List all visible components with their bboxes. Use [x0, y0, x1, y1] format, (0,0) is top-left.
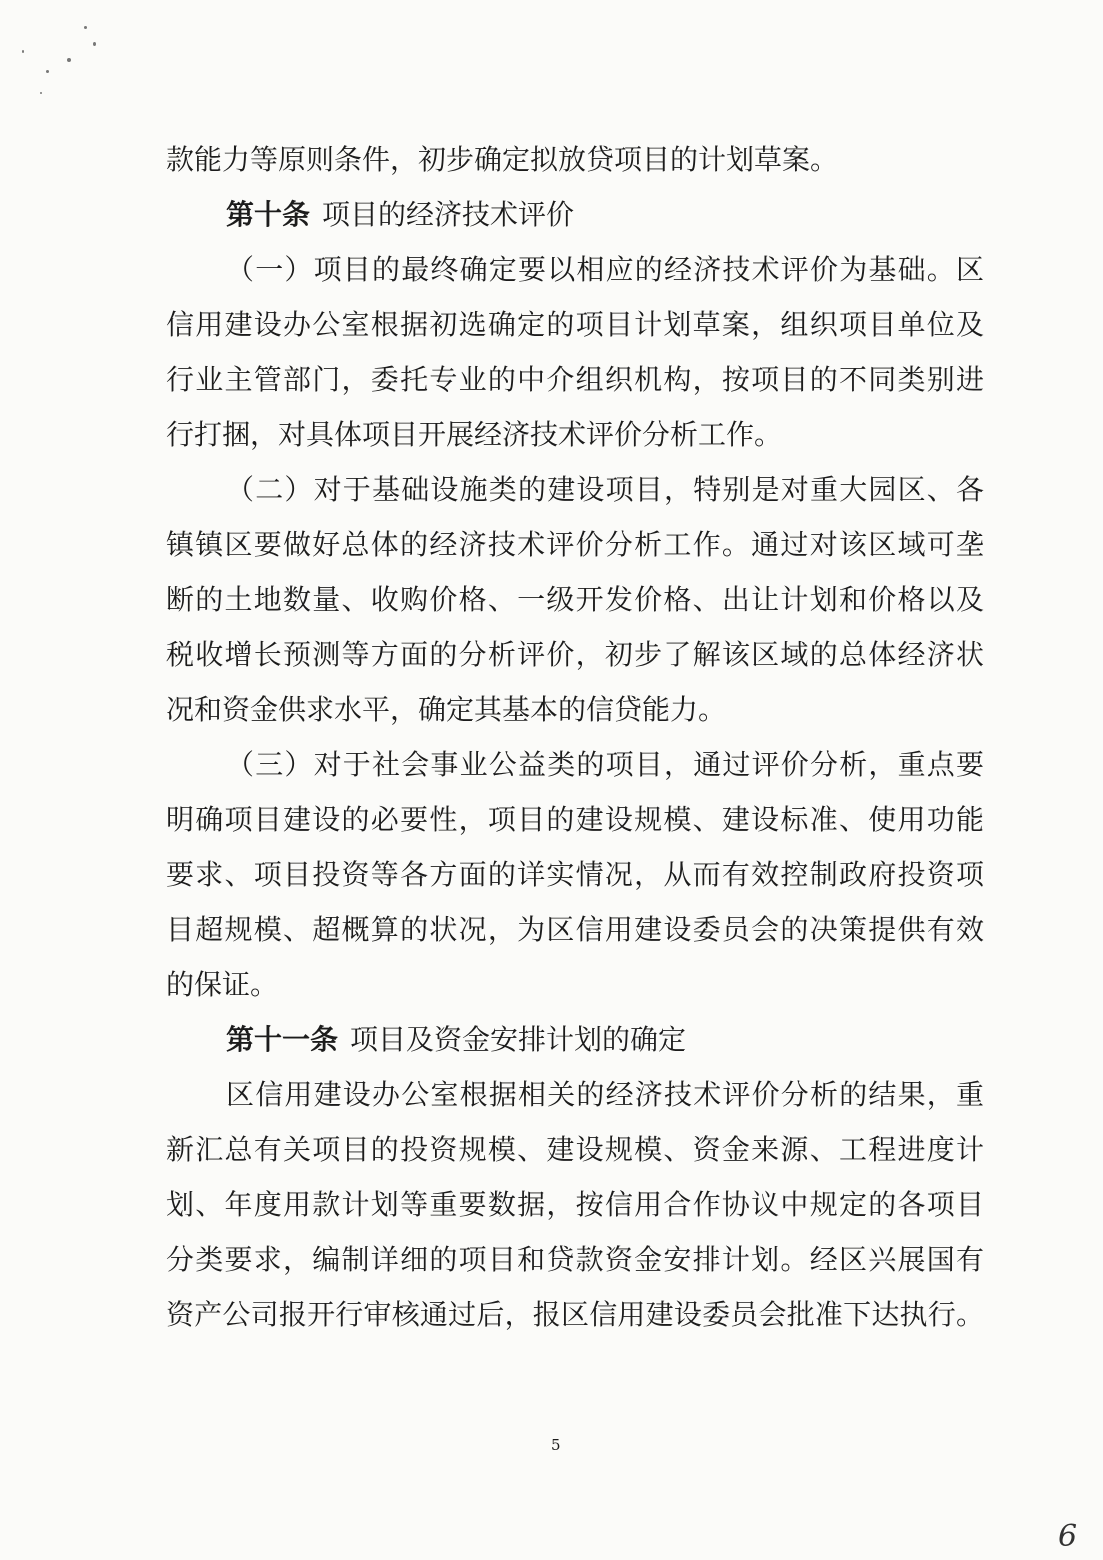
- paragraph-line: 行打捆，对具体项目开展经济技术评价分析工作。: [166, 418, 783, 451]
- article-title: 项目及资金安排计划的确定: [350, 1023, 687, 1056]
- handwritten-page-annotation: 6: [1058, 1519, 1078, 1554]
- paragraph-line: 分类要求，编制详细的项目和贷款资金安排计划。经区兴展国有: [166, 1243, 984, 1276]
- scan-speck: [67, 58, 71, 62]
- paragraph-line: 目超规模、超概算的状况，为区信用建设委员会的决策提供有效: [166, 913, 984, 946]
- paragraph-line: 的保证。: [166, 968, 279, 1001]
- paragraph-line: 款能力等原则条件，初步确定拟放贷项目的计划草案。: [166, 143, 839, 176]
- paragraph-line: 镇镇区要做好总体的经济技术评价分析工作。通过对该区域可垄: [166, 528, 984, 561]
- article-heading: [166, 187, 984, 242]
- sub-clause-marker: （三）: [226, 748, 314, 781]
- paragraph-line: 新汇总有关项目的投资规模、建设规模、资金来源、工程进度计: [166, 1133, 984, 1166]
- scan-speck: [22, 50, 24, 53]
- paragraph-line: 信用建设办公室根据初选确定的项目计划草案，组织项目单位及: [166, 308, 984, 341]
- article-number: 第十条: [226, 198, 311, 231]
- document-body: [166, 132, 984, 1342]
- paragraph-line: 税收增长预测等方面的分析评价，初步了解该区域的总体经济状: [166, 638, 984, 671]
- sub-clause-marker: （一）: [226, 253, 314, 286]
- article-heading: [166, 1012, 984, 1067]
- paragraph-line: 资产公司报开行审核通过后，报区信用建设委员会批准下达执行。: [166, 1298, 984, 1331]
- paragraph-line: 区信用建设办公室根据相关的经济技术评价分析的结果，重: [226, 1078, 984, 1111]
- paragraph-line: （二）对于基础设施类的建设项目，特别是对重大园区、各: [226, 473, 984, 506]
- paragraph-line: 划、年度用款计划等重要数据，按信用合作协议中规定的各项目: [166, 1188, 984, 1221]
- scan-speck: [40, 92, 42, 94]
- scan-speck: [46, 70, 49, 73]
- scan-speck: [84, 26, 87, 29]
- paragraph-line: 行业主管部门，委托专业的中介组织机构，按项目的不同类别进: [166, 363, 984, 396]
- paragraph-line: 况和资金供求水平，确定其基本的信贷能力。: [166, 693, 727, 726]
- article-number: 第十一条: [226, 1023, 339, 1056]
- paragraph-line: （一）项目的最终确定要以相应的经济技术评价为基础。区: [226, 253, 984, 286]
- scan-speck: [93, 42, 96, 46]
- paragraph-line: 要求、项目投资等各方面的详实情况，从而有效控制政府投资项: [166, 858, 984, 891]
- paragraph-line: （三）对于社会事业公益类的项目，通过评价分析，重点要: [226, 748, 984, 781]
- paragraph-line: 明确项目建设的必要性，项目的建设规模、建设标准、使用功能: [166, 803, 984, 836]
- article-title: 项目的经济技术评价: [322, 198, 575, 231]
- paragraph-line: 断的土地数量、收购价格、一级开发价格、出让计划和价格以及: [166, 583, 984, 616]
- sub-clause-marker: （二）: [226, 473, 314, 506]
- page-number: 5: [551, 1436, 561, 1454]
